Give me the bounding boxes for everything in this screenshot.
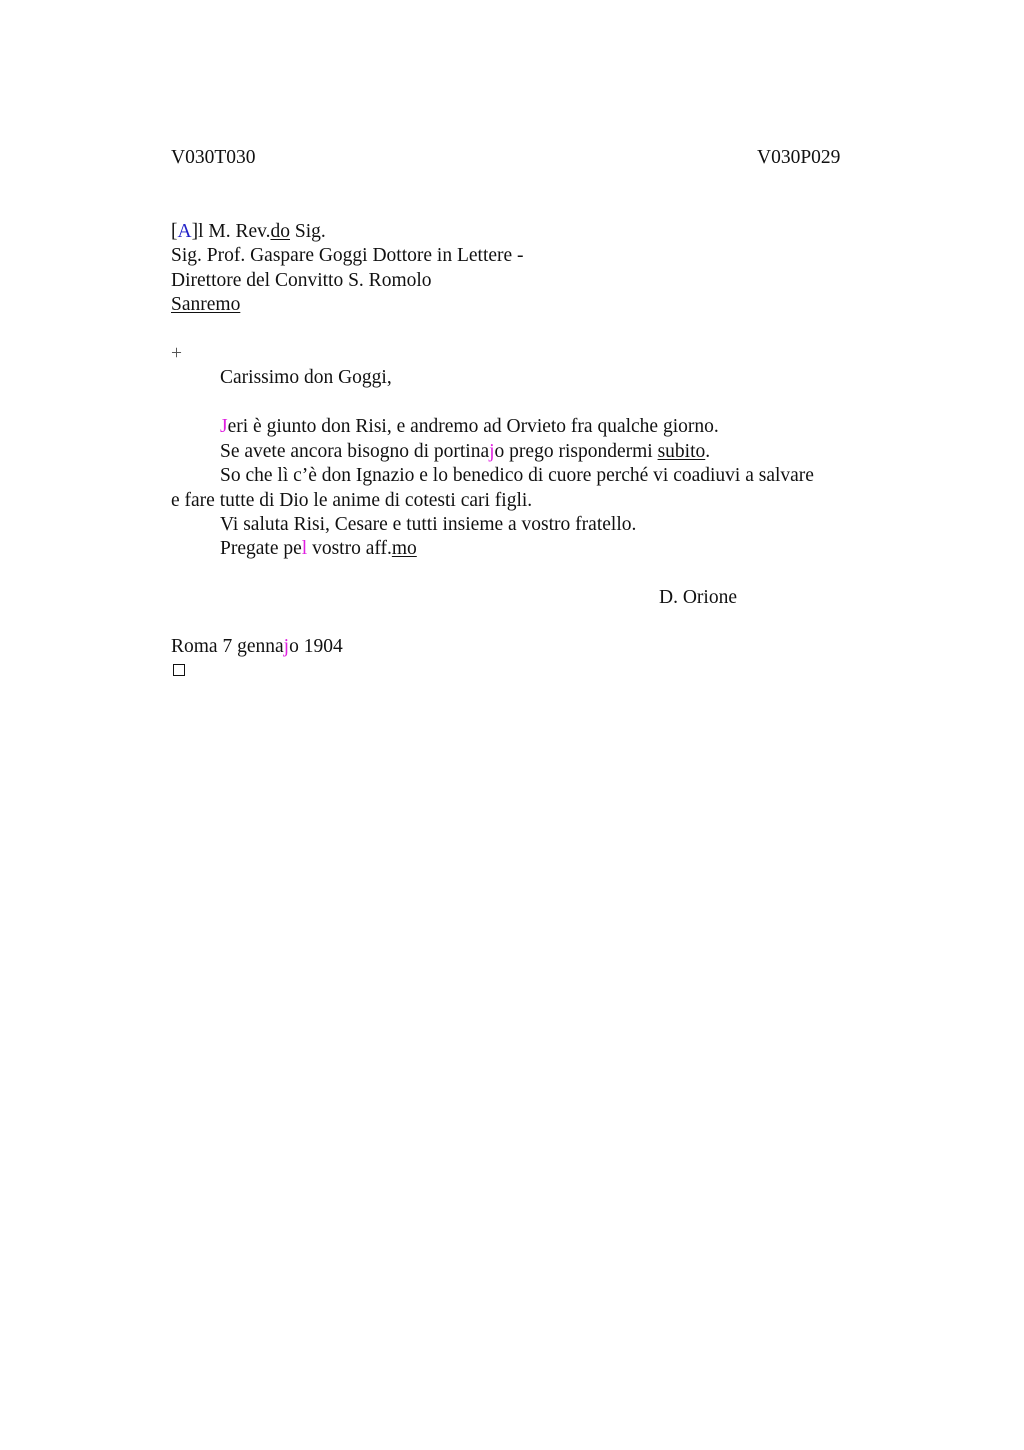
underlined-word: subito — [657, 441, 706, 462]
address-line-3: Direttore del Convitto S. Romolo — [171, 270, 432, 291]
editorial-letter-j: J — [220, 416, 228, 437]
bracket-open: [ — [171, 221, 178, 242]
dateline-text: o 1904 — [289, 636, 343, 657]
end-of-document-box-icon — [173, 664, 185, 676]
address-text: ]l M. Rev. — [191, 221, 271, 242]
editorial-inserted-letter: A — [177, 221, 192, 242]
paragraph-4: Vi saluta Risi, Cesare e tutti insieme a vostro fratello. — [220, 514, 637, 535]
paragraph-text: o prego rispondermi — [494, 441, 658, 462]
address-line-1 — [171, 220, 326, 244]
closing-text: Pregate pe — [220, 538, 302, 559]
closing-line — [220, 537, 417, 561]
address-text-end: Sig. — [290, 221, 326, 242]
document-id-left: V030T030 — [171, 147, 256, 168]
salutation: Carissimo don Goggi, — [220, 367, 392, 388]
abbreviation-superscript: mo — [391, 538, 417, 559]
closing-text: vostro aff. — [307, 538, 392, 559]
paragraph-1 — [220, 415, 719, 439]
paragraph-2 — [220, 440, 710, 464]
paragraph-text-end: . — [705, 441, 711, 462]
dateline — [171, 635, 343, 659]
document-id-right: V030P029 — [757, 147, 841, 168]
dateline-text: Roma 7 genna — [171, 636, 284, 657]
editorial-letter-j: j — [489, 441, 495, 462]
address-line-2: Sig. Prof. Gaspare Goggi Dottore in Lettere - — [171, 245, 524, 266]
cross-mark: + — [171, 343, 182, 364]
editorial-letter-j: j — [283, 636, 290, 657]
signature: D. Orione — [659, 587, 737, 608]
paragraph-text: Se avete ancora bisogno di portina — [220, 441, 490, 462]
paragraph-3-line-1: So che lì c’è don Ignazio e lo benedico di cuore perché vi coadiuvi a salvare — [220, 465, 814, 486]
editorial-letter-l: l — [301, 538, 308, 559]
address-city: Sanremo — [171, 294, 241, 315]
paragraph-text: eri è giunto don Risi, e andremo ad Orvieto fra qualche giorno. — [227, 416, 719, 437]
paragraph-3-line-2: e fare tutte di Dio le anime di cotesti cari figli. — [171, 490, 533, 511]
abbreviation-superscript: do — [270, 221, 290, 242]
